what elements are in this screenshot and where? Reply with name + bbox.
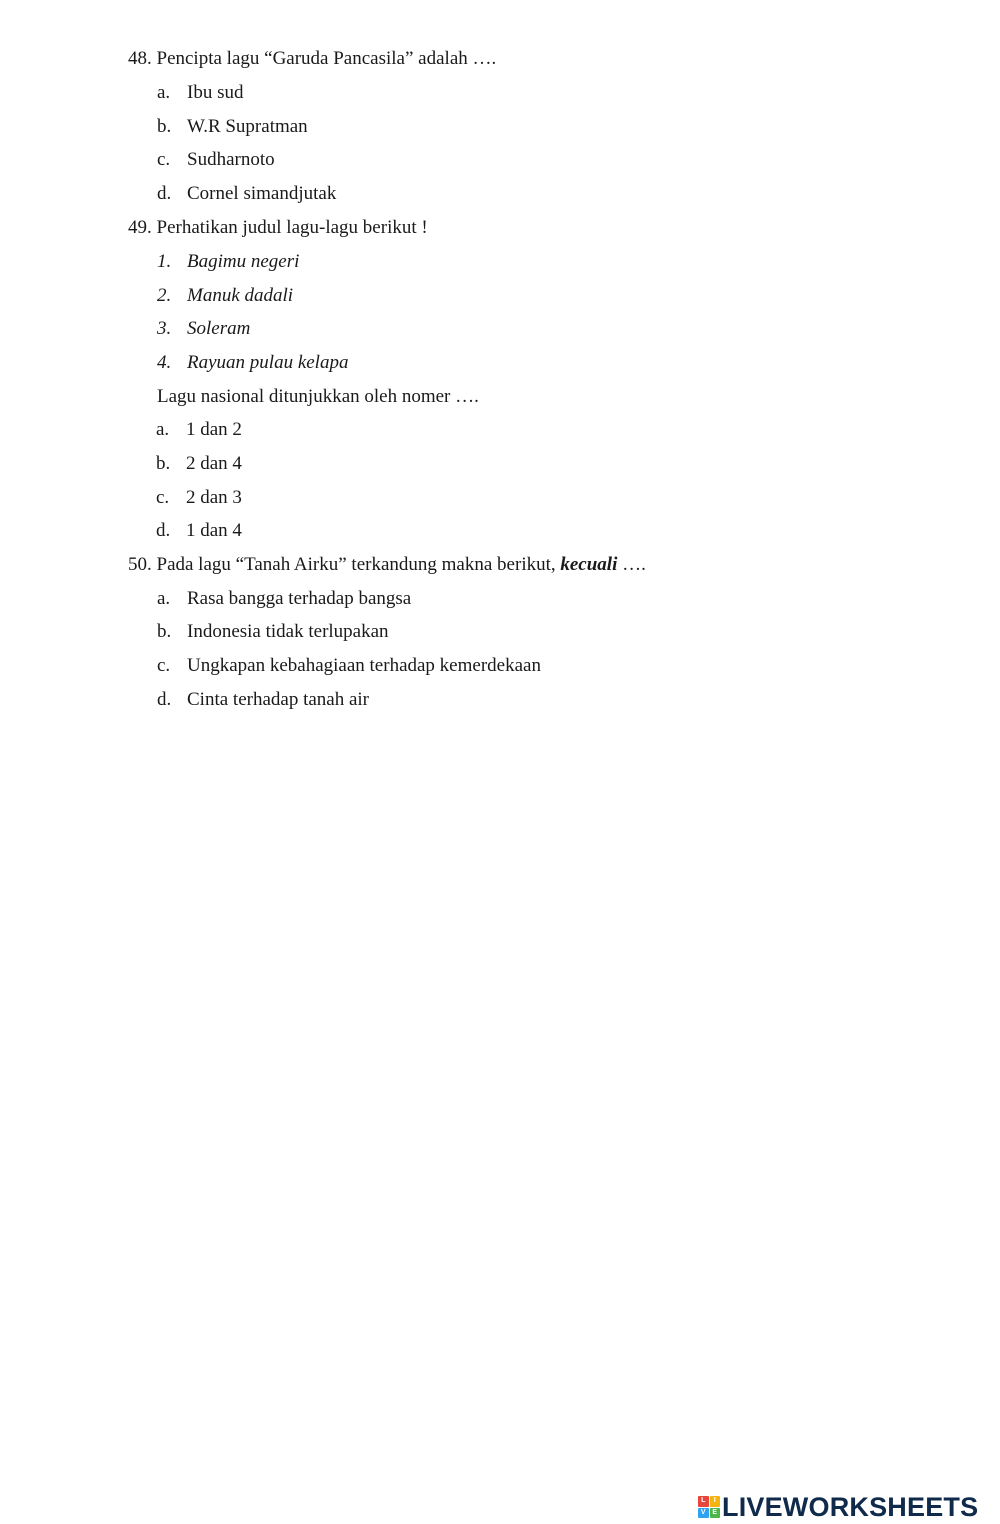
- option-text: 1 dan 2: [186, 419, 242, 440]
- option-48-a: [157, 82, 243, 104]
- option-50-b: [157, 621, 389, 643]
- option-letter: c.: [157, 149, 171, 170]
- question-number: 50.: [128, 554, 152, 575]
- option-letter: b.: [156, 453, 171, 474]
- option-49-b: [156, 453, 242, 475]
- option-text: Cinta terhadap tanah air: [187, 689, 370, 710]
- song-item-4: [157, 352, 348, 374]
- logo-mark-tile: V: [698, 1508, 709, 1519]
- logo-mark-tile: E: [710, 1508, 721, 1519]
- song-item-3: [157, 318, 250, 340]
- option-50-a: [157, 588, 411, 610]
- song-number: 3.: [157, 318, 172, 339]
- question-prompt: Perhatikan judul lagu-lagu berikut !: [156, 217, 428, 238]
- option-letter: a.: [157, 588, 171, 609]
- option-letter: a.: [156, 419, 170, 440]
- question-number: 49.: [128, 217, 152, 238]
- song-item-2: [157, 285, 293, 307]
- option-text: Ibu sud: [187, 82, 244, 103]
- option-letter: a.: [157, 82, 171, 103]
- question-number: 48.: [128, 48, 152, 69]
- option-49-a: [156, 419, 242, 441]
- option-48-d: [157, 183, 336, 205]
- option-48-c: [157, 149, 275, 171]
- option-text: Rasa bangga terhadap bangsa: [187, 588, 412, 609]
- song-number: 1.: [157, 251, 172, 272]
- option-text: 2 dan 4: [186, 453, 242, 474]
- question-prompt: Pencipta lagu “Garuda Pancasila” adalah ….: [156, 48, 497, 69]
- question-emphasis: kecuali: [560, 554, 618, 575]
- option-50-c: [157, 655, 541, 677]
- option-text: Ungkapan kebahagiaan terhadap kemerdekaan: [187, 655, 541, 676]
- question-prompt: Pada lagu “Tanah Airku” terkandung makna berikut,: [156, 554, 556, 575]
- option-48-b: [157, 116, 308, 138]
- question-48: [128, 48, 496, 70]
- song-number: 2.: [157, 285, 172, 306]
- option-letter: d.: [157, 689, 172, 710]
- option-49-d: [156, 520, 242, 542]
- option-letter: d.: [157, 183, 172, 204]
- song-title: Rayuan pulau kelapa: [187, 352, 349, 373]
- option-letter: c.: [156, 487, 170, 508]
- option-text: Indonesia tidak terlupakan: [187, 621, 389, 642]
- question-49-stem: Lagu nasional ditunjukkan oleh nomer ….: [157, 386, 479, 407]
- question-49: [128, 217, 428, 239]
- song-title: Soleram: [187, 318, 251, 339]
- song-title: Manuk dadali: [187, 285, 294, 306]
- option-text: 2 dan 3: [186, 487, 242, 508]
- logo-text: LIVEWORKSHEETS: [722, 1491, 979, 1522]
- option-letter: c.: [157, 655, 171, 676]
- option-text: W.R Supratman: [187, 116, 308, 137]
- song-title: Bagimu negeri: [187, 251, 300, 272]
- option-49-c: [156, 487, 242, 509]
- option-letter: b.: [157, 621, 172, 642]
- option-text: Sudharnoto: [187, 149, 275, 170]
- logo-mark-tile: L: [698, 1496, 709, 1507]
- question-ellipsis: ….: [622, 554, 646, 575]
- liveworksheets-logo-icon: [698, 1496, 720, 1518]
- option-50-d: [157, 689, 369, 711]
- option-text: 1 dan 4: [186, 520, 242, 541]
- song-item-1: [157, 251, 299, 273]
- song-number: 4.: [157, 352, 172, 373]
- option-letter: d.: [156, 520, 171, 541]
- logo-mark-tile: I: [710, 1496, 721, 1507]
- option-letter: b.: [157, 116, 172, 137]
- question-50: [128, 554, 646, 576]
- option-text: Cornel simandjutak: [187, 183, 337, 204]
- liveworksheets-logo: [698, 1491, 978, 1523]
